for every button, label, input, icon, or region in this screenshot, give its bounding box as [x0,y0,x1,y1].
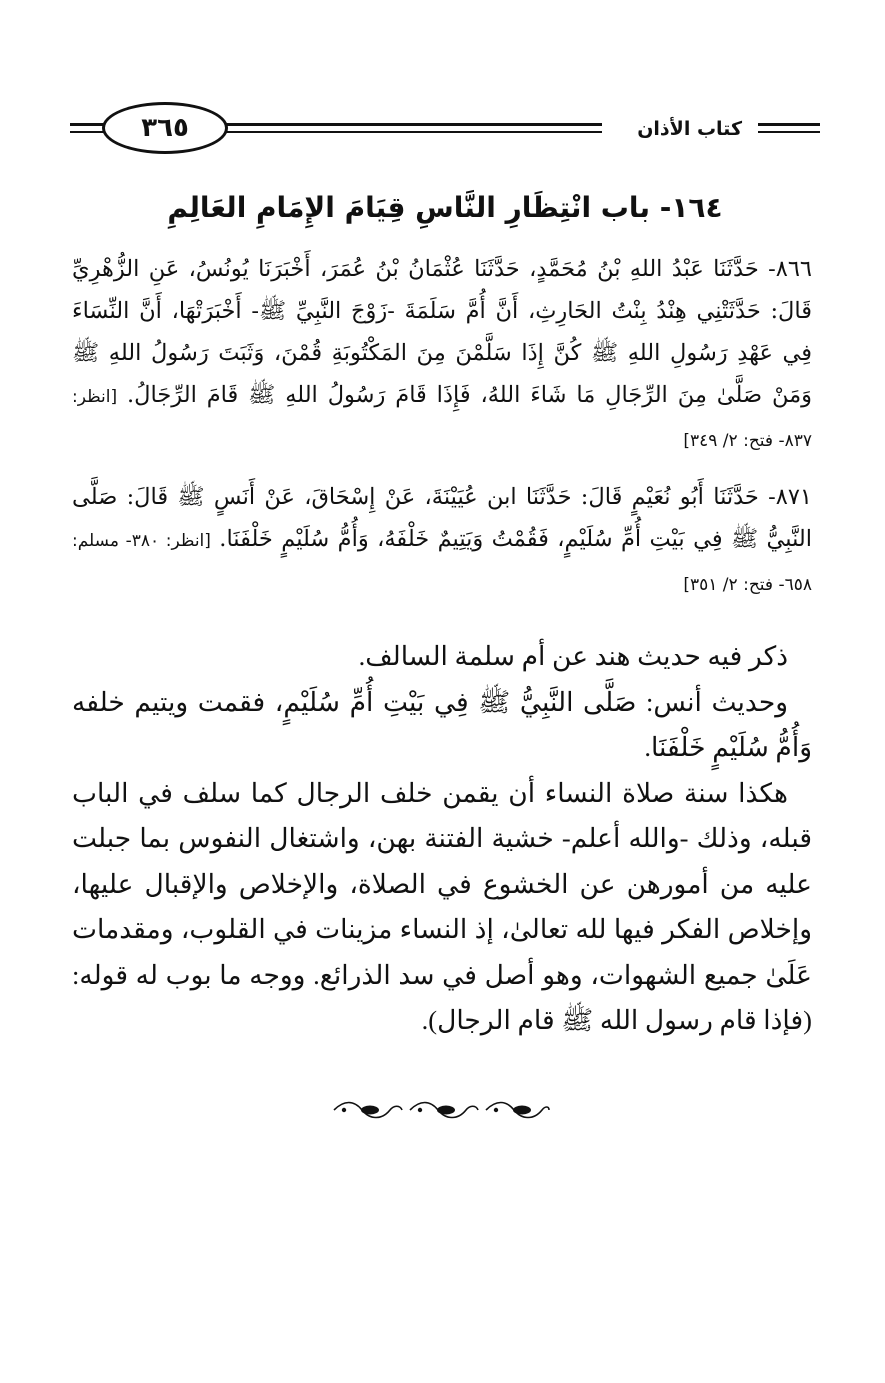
hadith-reference: [انظر: ٣٨٠- مسلم: ٦٥٨- فتح: ٢/ ٣٥١] [72,531,812,595]
floral-divider-ornament-icon [330,1098,552,1122]
page-number: ٣٦٥ [141,113,189,143]
chapter-heading: ١٦٤- باب انْتِظَارِ النَّاسِ قِيَامَ الإِمَامِ العَالِمِ [167,191,723,224]
hadith-871 [72,476,812,606]
header-rule-right-top [758,123,820,126]
commentary-section [72,634,812,1044]
commentary-paragraph: وحديث أنس: صَلَّى النَّبِيُّ ﷺ فِي بَيْتِ أُمِّ سُلَيْمٍ، فقمت ويتيم خلفه وَأُمُّ سُلَيْمٍ خَلْفَنَا. [72,686,812,762]
commentary-paragraph: هكذا سنة صلاة النساء أن يقمن خلف الرجال كما سلف في الباب قبله، وذلك -والله أعلم- خشية الفتنة بهن، واشتغال النفوس بما جبلت عليه من أمورهن عن الخشوع في الصلاة، والإخلاص والإقبال عليها، وإخلاص الفكر فيها لله تعالىٰ، إذ النساء مزينات في القلوب، ومقدمات عَلَىٰ جميع الشهوات، وهو أصل في سد الذرائع. ووجه ما بوب له قوله: (فإذا قام رسول الله ﷺ قام الرجال). [72,777,812,1035]
page-number-badge [102,102,228,154]
header-rule-middle-top [200,123,602,126]
hadith-866 [72,248,812,462]
hadith-text: ٨٧١- حَدَّثَنَا أَبُو نُعَيْمٍ قَالَ: حَدَّثَنَا ابن عُيَيْنَةَ، عَنْ إِسْحَاقَ، عَنْ أَنَسٍ ﷺ قَالَ: صَلَّى النَّبِيُّ ﷺ فِي بَيْتِ أُمِّ سُلَيْمٍ، فَقُمْتُ وَيَتِيمٌ خَلْفَهُ، وَأُمُّ سُلَيْمٍ خَلْفَنَا. [72,484,812,552]
hadith-text: ٨٦٦- حَدَّثَنَا عَبْدُ اللهِ بْنُ مُحَمَّدٍ، حَدَّثَنَا عُثْمَانُ بْنُ عُمَرَ، أَخْبَرَنَا يُونُسُ، عَنِ الزُّهْرِيِّ قَالَ: حَدَّثَتْنِي هِنْدُ بِنْتُ الحَارِثِ، أَنَّ أُمَّ سَلَمَةَ -زَوْجَ النَّبِيِّ ﷺ- أَخْبَرَتْهَا، أَنَّ النِّسَاءَ فِي عَهْدِ رَسُولِ اللهِ ﷺ كُنَّ إِذَا سَلَّمْنَ مِنَ المَكْتُوبَةِ قُمْنَ، وَثَبَتَ رَسُولُ اللهِ ﷺ وَمَنْ صَلَّىٰ مِنَ الرِّجَالِ مَا شَاءَ اللهُ، فَإِذَا قَامَ رَسُولُ اللهِ ﷺ قَامَ الرِّجَالُ. [72,256,812,408]
commentary-paragraph: ذكر فيه حديث هند عن أم سلمة السالف. [358,641,788,671]
header-rule-right-bottom [758,131,820,133]
header-rule-middle-bottom [200,131,602,133]
hadith-reference: [انظر: ٨٣٧- فتح: ٢/ ٣٤٩] [72,387,812,451]
book-title: كتاب الأذان [637,118,742,140]
page-header [70,100,820,162]
